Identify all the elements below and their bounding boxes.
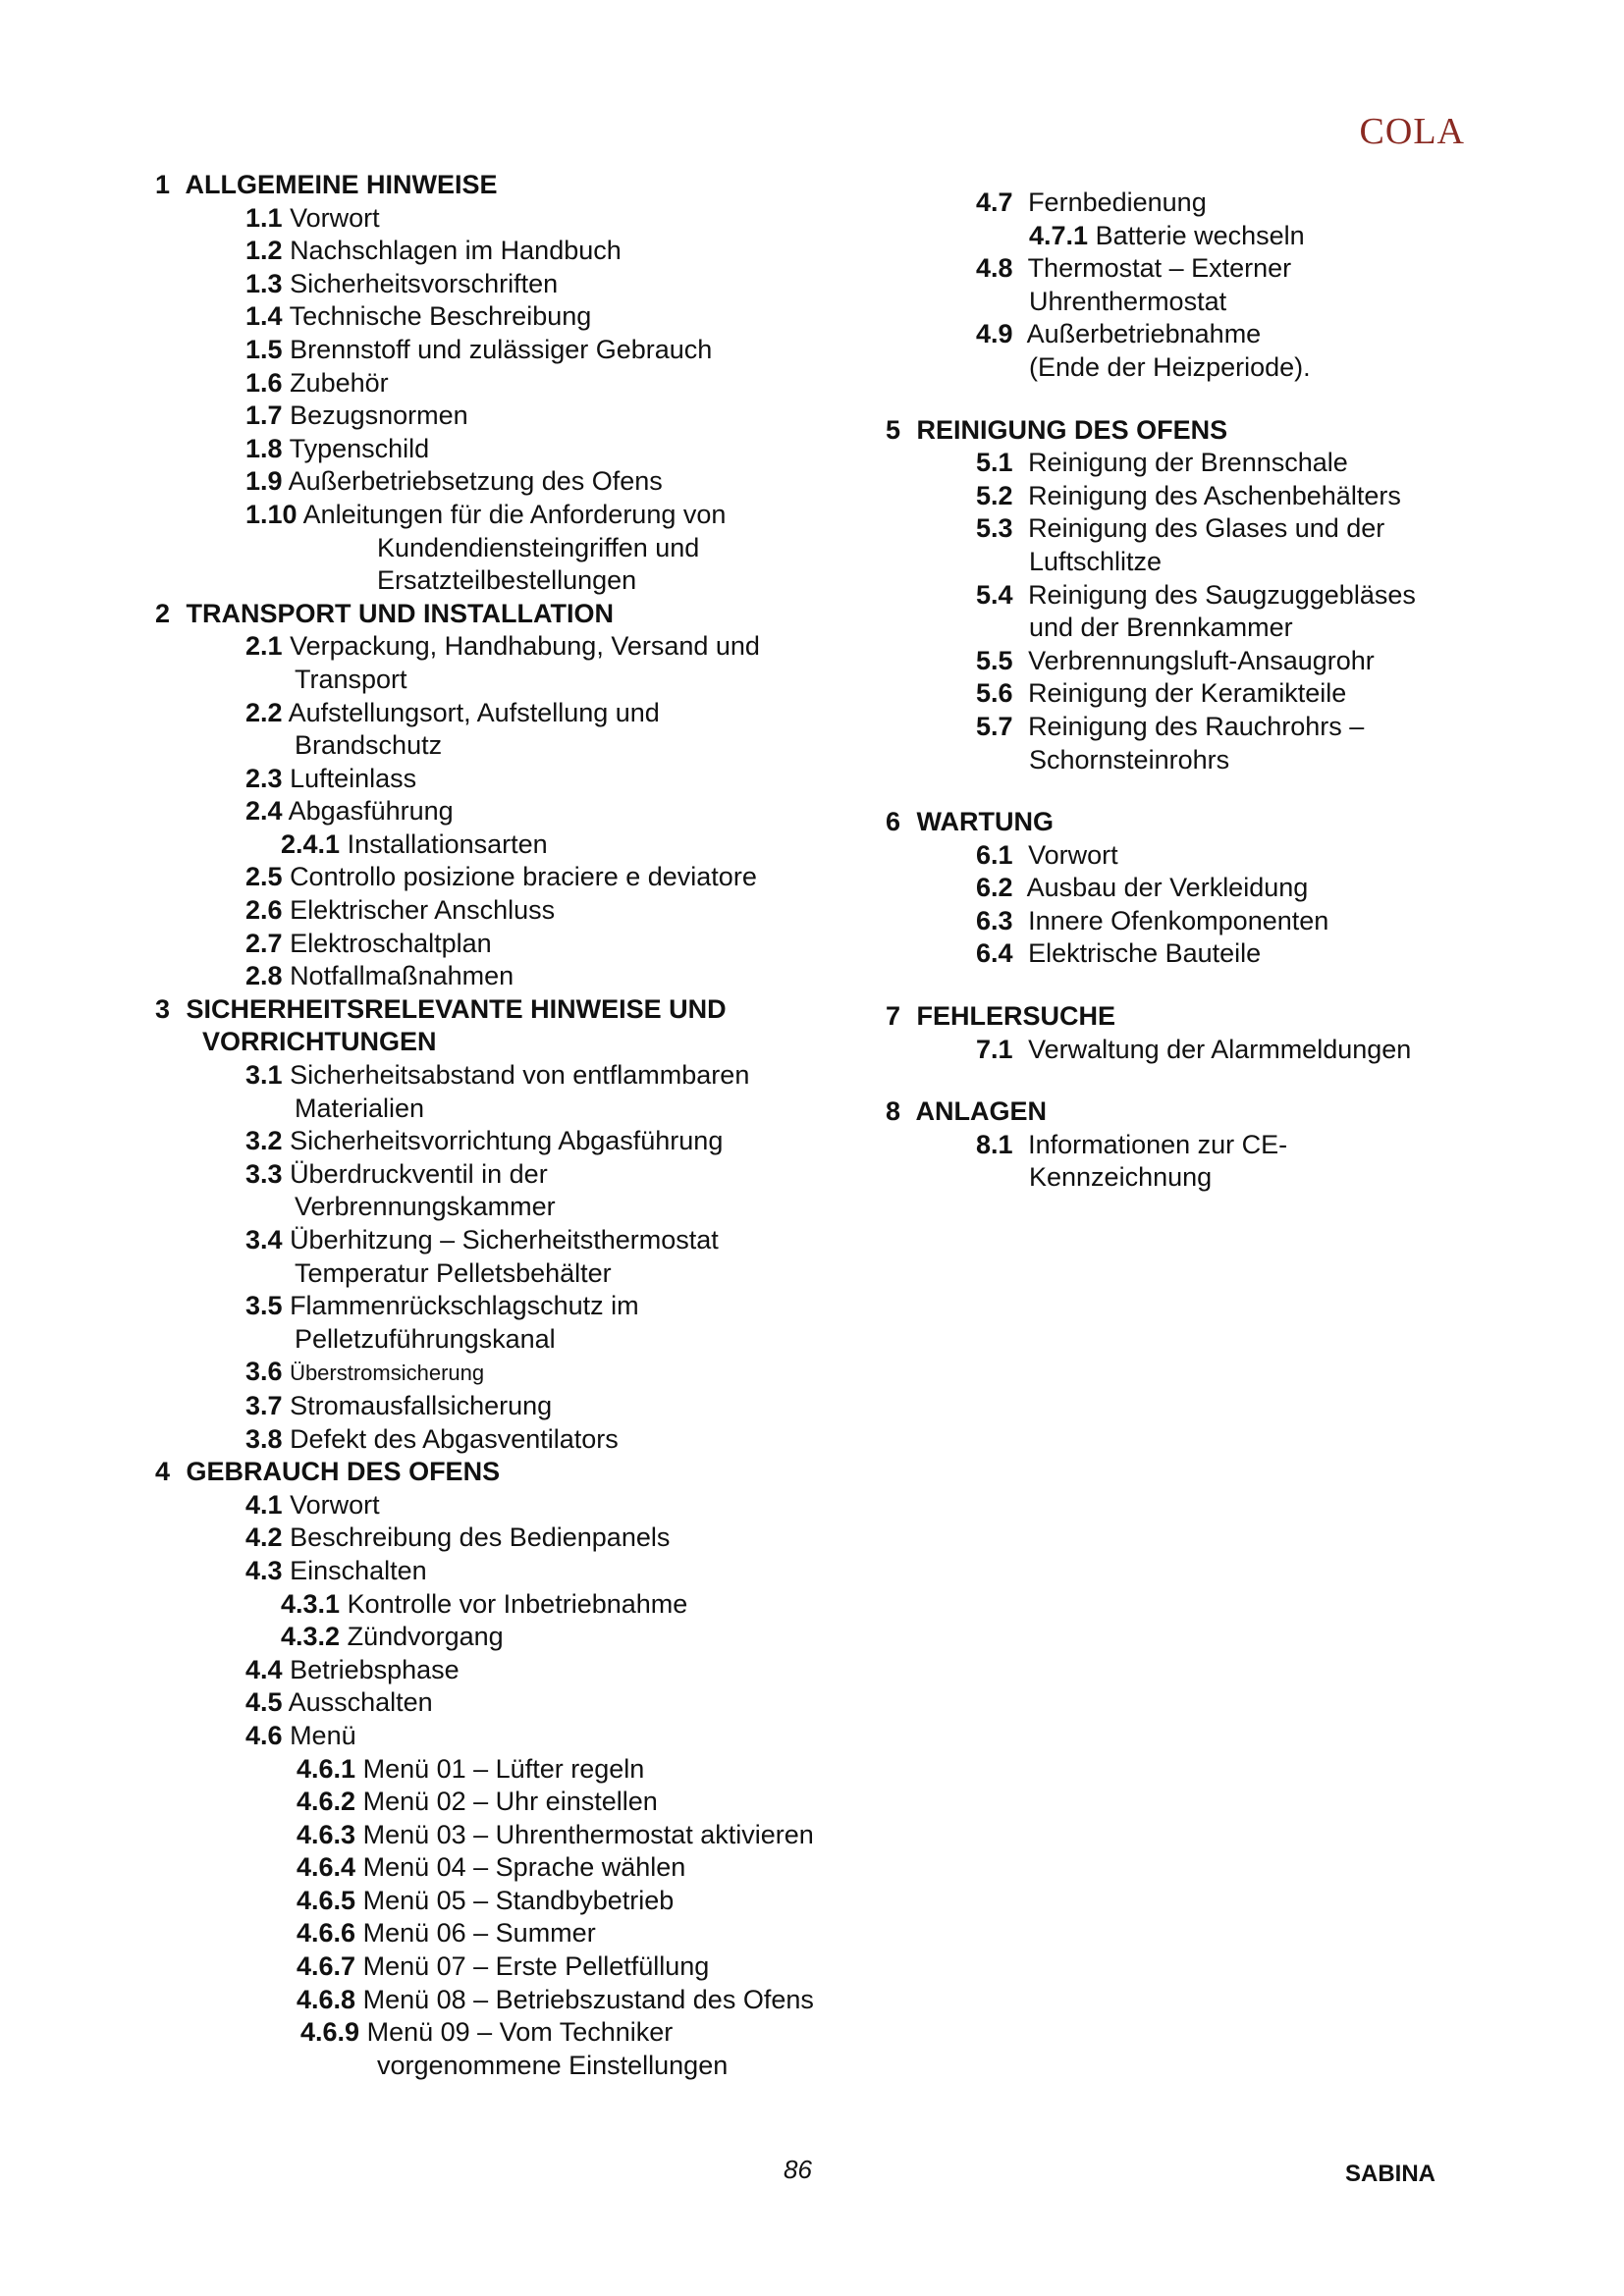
toc-entry-title: Zubehör — [290, 367, 389, 398]
toc-entry-title: Menü 09 – Vom Techniker — [366, 2017, 674, 2048]
toc-entry-number: 1.1 — [245, 202, 283, 233]
toc-chapter — [886, 1095, 1514, 1129]
toc-entry-number: 2 — [155, 598, 171, 628]
toc-entry-number: 1.7 — [245, 400, 283, 431]
toc-entry — [155, 268, 901, 301]
brand-logo: COLA — [1359, 111, 1465, 152]
toc-entry-title: Betriebsphase — [290, 1654, 460, 1684]
toc-entry-title: Überdruckventil in der — [290, 1158, 548, 1189]
toc-entry-number: 3.7 — [245, 1390, 283, 1420]
toc-entry-number: 4.4 — [245, 1654, 283, 1684]
toc-entry — [155, 300, 901, 334]
toc-entry-title: Einschalten — [290, 1555, 427, 1585]
toc-entry-title: Innere Ofenkomponenten — [1028, 905, 1329, 935]
toc-entry-title: Menü 07 – Erste Pelletfüllung — [362, 1951, 710, 1982]
toc-entry — [155, 1158, 901, 1192]
toc-entry — [886, 480, 1514, 513]
toc-entry-title: Fernbedienung — [1028, 187, 1207, 217]
toc-entry-number: 3.1 — [245, 1060, 283, 1091]
toc-right-column — [886, 169, 1514, 1195]
toc-entry — [155, 532, 901, 565]
toc-entry-title: Zündvorgang — [347, 1622, 504, 1652]
toc-entry — [886, 612, 1514, 645]
toc-entry — [155, 1191, 901, 1224]
toc-entry — [155, 1423, 901, 1457]
toc-entry-number: 1.3 — [245, 268, 283, 298]
toc-entry — [155, 1984, 901, 2017]
toc-entry-title: Menü 04 – Sprache wählen — [362, 1852, 686, 1883]
toc-entry-title: Menü 08 – Betriebszustand des Ofens — [362, 1984, 814, 2014]
toc-entry — [155, 1720, 901, 1753]
toc-entry-title: TRANSPORT UND INSTALLATION — [186, 598, 615, 628]
toc-entry-title: Defekt des Abgasventilators — [290, 1423, 619, 1454]
toc-entry — [155, 1059, 901, 1093]
toc-entry-title: Stromausfallsicherung — [290, 1390, 553, 1420]
toc-entry-number: 2.4.1 — [281, 828, 341, 859]
toc-entry — [155, 1555, 901, 1588]
toc-chapter — [886, 806, 1514, 839]
toc-entry-number: 4.6.3 — [297, 1819, 356, 1849]
toc-entry-number: 4.7 — [976, 187, 1013, 217]
toc-entry-title: Luftschlitze — [1029, 546, 1163, 576]
toc-entry-title: Beschreibung des Bedienpanels — [290, 1522, 671, 1553]
toc-entry-title: Kundendiensteingriffen und — [377, 532, 700, 562]
toc-entry-number: 1.8 — [245, 433, 283, 463]
toc-entry — [155, 1356, 901, 1390]
toc-entry-title: Ausschalten — [288, 1687, 433, 1718]
toc-entry-title: Elektrischer Anschluss — [290, 895, 556, 926]
toc-entry-number: 1.9 — [245, 466, 283, 497]
toc-entry-number: 1 — [155, 170, 171, 199]
toc-entry — [155, 1851, 901, 1885]
toc-entry — [155, 367, 901, 400]
toc-chapter — [155, 169, 901, 202]
toc-entry-title: Menü 05 – Standbybetrieb — [362, 1885, 675, 1915]
toc-entry — [155, 894, 901, 928]
toc-entry-title: Überhitzung – Sicherheitsthermostat — [290, 1225, 719, 1255]
page-number: 86 — [784, 2155, 812, 2184]
toc-entry-number: 4.7.1 — [1029, 220, 1089, 250]
toc-entry-number: 5.7 — [976, 711, 1013, 741]
toc-entry-number: 2.8 — [245, 961, 283, 991]
toc-entry-title: Bezugsnormen — [290, 400, 468, 431]
toc-entry-number: 5.1 — [976, 448, 1013, 478]
toc-entry-title: Controllo posizione braciere e deviatore — [290, 862, 757, 892]
toc-entry — [155, 1786, 901, 1819]
toc-entry-title: Reinigung der Brennschale — [1028, 448, 1348, 478]
toc-entry-title: Elektroschaltplan — [290, 928, 492, 958]
toc-entry-number: 2.2 — [245, 697, 283, 727]
toc-entry-number: 4.6.9 — [300, 2017, 360, 2048]
toc-entry-number: 1.4 — [245, 301, 283, 332]
toc-entry-number: 5 — [886, 414, 901, 445]
toc-entry-title: Verbrennungsluft-Ansaugrohr — [1028, 645, 1375, 675]
toc-entry — [155, 795, 901, 828]
toc-entry-title: Reinigung des Glases und der — [1028, 513, 1385, 544]
toc-entry-title: Reinigung der Keramikteile — [1028, 678, 1347, 709]
toc-entry-title: VORRICHTUNGEN — [202, 1027, 437, 1057]
toc-entry — [155, 1093, 901, 1126]
toc-entry — [886, 1161, 1514, 1195]
toc-entry-title: Ausbau der Verkleidung — [1026, 873, 1309, 903]
toc-chapter — [886, 1000, 1514, 1034]
toc-entry-title: Menü — [290, 1720, 356, 1750]
toc-entry-number: 4.5 — [245, 1687, 283, 1718]
toc-entry — [155, 1257, 901, 1291]
toc-entry — [886, 1034, 1514, 1067]
toc-chapter — [155, 598, 901, 631]
toc-entry — [155, 861, 901, 894]
toc-entry-number: 4.6.7 — [297, 1951, 356, 1982]
toc-entry-number: 4.6.2 — [297, 1787, 356, 1817]
toc-chapter — [155, 1456, 901, 1489]
toc-entry — [886, 351, 1514, 385]
toc-entry-title: ANLAGEN — [915, 1096, 1048, 1127]
toc-entry-number: 5.3 — [976, 513, 1013, 544]
toc-entry-title: Sicherheitsvorschriften — [290, 268, 559, 298]
toc-entry — [155, 1323, 901, 1357]
toc-entry-number: 6.3 — [976, 905, 1013, 935]
toc-entry — [155, 928, 901, 961]
section-spacer — [886, 1066, 1514, 1095]
toc-entry — [886, 711, 1514, 744]
toc-entry — [886, 905, 1514, 938]
toc-entry-title: Verpackung, Handhabung, Versand und — [290, 631, 760, 662]
toc-entry-number: 8.1 — [976, 1129, 1013, 1159]
toc-entry — [155, 1522, 901, 1555]
toc-entry-number: 4.8 — [976, 253, 1013, 284]
toc-entry — [155, 1917, 901, 1950]
toc-entry — [155, 697, 901, 730]
toc-entry-title: Nachschlagen im Handbuch — [290, 236, 622, 266]
toc-entry-title: Ersatzteilbestellungen — [377, 565, 637, 596]
toc-chapter — [155, 993, 901, 1027]
toc-entry-title: Technische Beschreibung — [289, 301, 592, 332]
toc-entry — [155, 1125, 901, 1158]
toc-entry — [155, 1950, 901, 1984]
section-spacer — [886, 776, 1514, 806]
toc-entry — [155, 763, 901, 796]
toc-entry — [886, 252, 1514, 286]
toc-entry — [886, 677, 1514, 711]
section-spacer — [886, 971, 1514, 1000]
toc-entry — [155, 564, 901, 598]
toc-entry-title: Menü 01 – Lüfter regeln — [362, 1753, 645, 1784]
toc-entry — [155, 499, 901, 532]
toc-entry-number: 2.3 — [245, 763, 283, 793]
toc-entry-title: Verwaltung der Alarmmeldungen — [1028, 1034, 1412, 1064]
toc-entry-number: 5.4 — [976, 579, 1013, 610]
toc-entry-number: 1.5 — [245, 334, 283, 364]
toc-entry-title: REINIGUNG DES OFENS — [916, 414, 1228, 445]
toc-entry — [886, 512, 1514, 546]
toc-left-column — [155, 169, 901, 2082]
toc-entry — [886, 872, 1514, 905]
toc-entry-number: 4.6.6 — [297, 1918, 356, 1949]
toc-entry — [886, 318, 1514, 351]
toc-entry — [155, 828, 901, 862]
toc-entry — [155, 729, 901, 763]
toc-entry-number: 2.1 — [245, 631, 283, 662]
toc-entry — [155, 1588, 901, 1622]
toc-entry-title: Außerbetriebnahme — [1026, 319, 1262, 349]
toc-entry — [886, 546, 1514, 579]
toc-entry — [886, 447, 1514, 480]
toc-entry-number: 3.2 — [245, 1126, 283, 1156]
toc-entry-number: 5.5 — [976, 645, 1013, 675]
toc-entry-title: Lufteinlass — [290, 763, 417, 793]
toc-entry-title: Batterie wechseln — [1095, 220, 1305, 250]
toc-entry-number: 3.6 — [245, 1357, 283, 1387]
toc-chapter — [155, 1026, 901, 1059]
toc-entry-number: 4.6.4 — [297, 1852, 356, 1883]
toc-entry-title: SICHERHEITSRELEVANTE HINWEISE UND — [186, 993, 727, 1024]
toc-entry-number: 2.5 — [245, 862, 283, 892]
toc-entry-title: Brandschutz — [295, 730, 443, 761]
toc-entry — [886, 220, 1514, 253]
toc-chapter — [886, 414, 1514, 448]
toc-entry-number: 6 — [886, 807, 901, 837]
toc-entry-number: 4.3.2 — [281, 1622, 341, 1652]
toc-entry — [155, 1819, 901, 1852]
toc-entry-number: 1.10 — [245, 499, 298, 529]
toc-entry-title: Aufstellungsort, Aufstellung und — [288, 697, 660, 727]
toc-entry-number: 4.6 — [245, 1720, 283, 1750]
toc-entry — [155, 334, 901, 367]
toc-entry-title: Reinigung des Saugzuggebläses — [1028, 579, 1416, 610]
toc-entry — [155, 1753, 901, 1787]
toc-entry-title: Kennzeichnung — [1029, 1162, 1213, 1193]
toc-entry-number: 3.8 — [245, 1423, 283, 1454]
toc-entry-number: 4.3 — [245, 1555, 283, 1585]
toc-entry — [155, 960, 901, 993]
toc-entry-number: 4.1 — [245, 1489, 283, 1520]
toc-entry-number: 6.2 — [976, 873, 1013, 903]
toc-entry-title: Verbrennungskammer — [295, 1192, 556, 1222]
section-spacer — [886, 385, 1514, 414]
toc-entry-title: Thermostat – Externer — [1027, 253, 1292, 284]
toc-entry — [155, 202, 901, 236]
toc-entry — [155, 465, 901, 499]
toc-entry-title: Vorwort — [290, 202, 380, 233]
toc-entry — [886, 744, 1514, 777]
toc-entry-title: (Ende der Heizperiode). — [1029, 351, 1311, 382]
toc-entry — [886, 1129, 1514, 1162]
toc-entry-number: 6.4 — [976, 938, 1013, 969]
toc-entry-number: 3.5 — [245, 1291, 283, 1321]
toc-entry — [155, 400, 901, 433]
toc-entry-title: Sicherheitsvorrichtung Abgasführung — [290, 1126, 724, 1156]
toc-entry-number: 3 — [155, 993, 171, 1024]
toc-entry-title: WARTUNG — [916, 807, 1055, 837]
toc-entry — [886, 645, 1514, 678]
toc-entry-number: 6.1 — [976, 839, 1013, 870]
toc-entry-title: Reinigung des Rauchrohrs – — [1028, 711, 1365, 741]
toc-entry — [155, 1224, 901, 1257]
toc-entry-number: 1.2 — [245, 236, 283, 266]
toc-entry-title: Sicherheitsabstand von entflammbaren — [290, 1060, 750, 1091]
toc-entry-title: Menü 02 – Uhr einstellen — [362, 1787, 658, 1817]
toc-entry — [886, 937, 1514, 971]
toc-entry — [155, 1885, 901, 1918]
toc-entry — [886, 286, 1514, 319]
toc-entry-title: Außerbetriebsetzung des Ofens — [288, 466, 663, 497]
toc-entry-number: 4.6.5 — [297, 1885, 356, 1915]
toc-entry-title: Kontrolle vor Inbetriebnahme — [347, 1588, 688, 1619]
toc-entry-title: Schornsteinrohrs — [1029, 744, 1230, 774]
toc-entry-title: Notfallmaßnahmen — [290, 961, 514, 991]
toc-entry-number: 7 — [886, 1001, 901, 1032]
toc-entry-title: Installationsarten — [347, 828, 548, 859]
toc-entry-number: 3.3 — [245, 1158, 283, 1189]
toc-entry-number: 4.6.1 — [297, 1753, 356, 1784]
toc-entry-title: Anleitungen für die Anforderung von — [302, 499, 727, 529]
toc-entry-title: Brennstoff und zulässiger Gebrauch — [290, 334, 713, 364]
toc-entry-title: Typenschild — [289, 433, 430, 463]
toc-entry-number: 4.6.8 — [297, 1984, 356, 2014]
toc-entry-title: vorgenommene Einstellungen — [377, 2050, 729, 2080]
toc-entry-number: 4 — [155, 1457, 171, 1487]
toc-entry — [155, 2050, 901, 2083]
toc-entry — [155, 1621, 901, 1654]
toc-entry-number: 4.9 — [976, 319, 1013, 349]
toc-entry-number: 2.4 — [245, 796, 283, 827]
toc-entry — [886, 579, 1514, 613]
toc-entry-number: 7.1 — [976, 1034, 1013, 1064]
toc-entry-title: Menü 06 – Summer — [362, 1918, 596, 1949]
toc-entry — [155, 630, 901, 664]
toc-entry — [155, 433, 901, 466]
toc-entry-title: Vorwort — [1028, 839, 1118, 870]
toc-entry-title: Pelletzuführungskanal — [295, 1323, 556, 1354]
toc-entry-number: 5.2 — [976, 480, 1013, 510]
toc-entry-title: Reinigung des Aschenbehälters — [1028, 480, 1401, 510]
toc-entry-title: Uhrenthermostat — [1029, 286, 1227, 316]
toc-entry-number: 8 — [886, 1096, 901, 1127]
toc-entry-title: Vorwort — [290, 1489, 380, 1520]
toc-entry-number: 2.6 — [245, 895, 283, 926]
toc-entry — [155, 1390, 901, 1423]
toc-entry — [155, 664, 901, 697]
toc-entry-title: FEHLERSUCHE — [916, 1001, 1116, 1032]
toc-entry-number: 5.6 — [976, 678, 1013, 709]
toc-entry — [886, 839, 1514, 873]
toc-entry-title: GEBRAUCH DES OFENS — [186, 1457, 501, 1487]
toc-entry-title: Transport — [295, 664, 407, 694]
toc-entry-title: Überstromsicherung — [290, 1361, 485, 1386]
toc-entry — [886, 187, 1514, 220]
toc-entry-title: Materialien — [295, 1093, 425, 1123]
toc-entry — [155, 1686, 901, 1720]
toc-entry-title: ALLGEMEINE HINWEISE — [185, 170, 498, 199]
toc-entry-title: und der Brennkammer — [1029, 613, 1293, 643]
toc-entry — [155, 1654, 901, 1687]
toc-entry-title: Elektrische Bauteile — [1028, 938, 1262, 969]
toc-entry-number: 2.7 — [245, 928, 283, 958]
toc-entry — [155, 235, 901, 268]
toc-entry-title: Flammenrückschlagschutz im — [290, 1291, 639, 1321]
toc-entry-title: Menü 03 – Uhrenthermostat aktivieren — [362, 1819, 814, 1849]
toc-entry-number: 3.4 — [245, 1225, 283, 1255]
toc-entry-title: Informationen zur CE- — [1028, 1129, 1288, 1159]
toc-entry-number: 4.2 — [245, 1522, 283, 1553]
toc-entry-title: Temperatur Pelletsbehälter — [295, 1257, 612, 1288]
toc-entry — [155, 1290, 901, 1323]
toc-entry — [155, 2016, 901, 2050]
toc-entry — [155, 1489, 901, 1522]
toc-entry-number: 4.3.1 — [281, 1588, 341, 1619]
toc-entry-title: Abgasführung — [288, 796, 454, 827]
footer-brand: SABINA — [1345, 2161, 1436, 2187]
toc-entry-number: 1.6 — [245, 367, 283, 398]
